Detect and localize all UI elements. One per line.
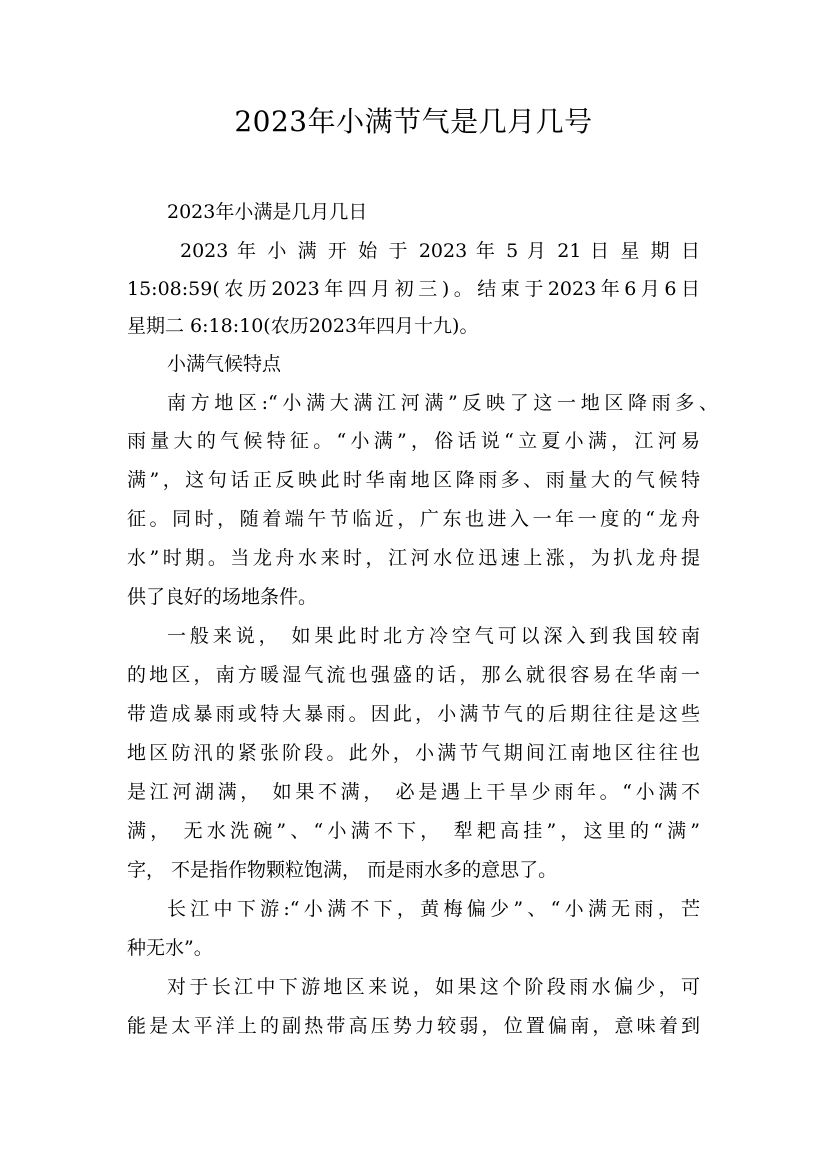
document-title: 2023年小满节气是几月几号: [234, 105, 593, 138]
text-line: 字， 不是指作物颗粒饱满， 而是雨水多的意思了。: [127, 859, 558, 881]
text-line: 征。同时，随着端午节临近，广东也进入一年一度的“龙舟: [127, 508, 700, 530]
text-line: 星期二 6:18:10(农历2023年四月十九)。: [127, 315, 479, 337]
text-line: 15:08:59(农历2023年四月初三)。结束于2023年6月6日: [127, 278, 700, 300]
text-line: 供了良好的场地条件。: [127, 586, 318, 608]
text-line: 满”，这句话正反映此时华南地区降雨多、雨量大的气候特: [127, 469, 700, 491]
text-line: 一般来说， 如果此时北方冷空气可以深入到我国较南: [167, 625, 700, 647]
text-line: 小满气候特点: [167, 353, 282, 375]
text-line: 对于长江中下游地区来说，如果这个阶段雨水偏少，可: [167, 976, 700, 998]
text-line: 水”时期。当龙舟水来时，江河水位迅速上涨，为扒龙舟提: [127, 547, 700, 569]
text-line: 南方地区:“小满大满江河满”反映了这一地区降雨多、: [167, 392, 718, 414]
text-line: 是江河湖满， 如果不满， 必是遇上干旱少雨年。“小满不: [127, 781, 700, 803]
text-line: 满， 无水洗碗”、“小满不下， 犁耙高挂”，这里的“满”: [127, 820, 700, 842]
text-line: 的地区，南方暖湿气流也强盛的话，那么就很容易在华南一: [127, 664, 700, 686]
text-line: 雨量大的气候特征。“小满”，俗话说“立夏小满，江河易: [127, 430, 700, 452]
text-line: 地区防汛的紧张阶段。此外，小满节气期间江南地区往往也: [127, 742, 700, 764]
text-line: 长江中下游:“小满不下，黄梅偏少”、“小满无雨，芒: [167, 898, 700, 920]
text-line: 2023年小满是几月几日: [167, 201, 368, 223]
text-line: 能是太平洋上的副热带高压势力较弱，位置偏南，意味着到: [127, 1015, 700, 1037]
text-line: 带造成暴雨或特大暴雨。因此，小满节气的后期往往是这些: [127, 703, 700, 725]
text-line: 2023 年 小 满 开 始 于 2023 年 5 月 21 日 星 期 日: [180, 240, 700, 262]
text-line: 种无水”。: [127, 937, 213, 959]
